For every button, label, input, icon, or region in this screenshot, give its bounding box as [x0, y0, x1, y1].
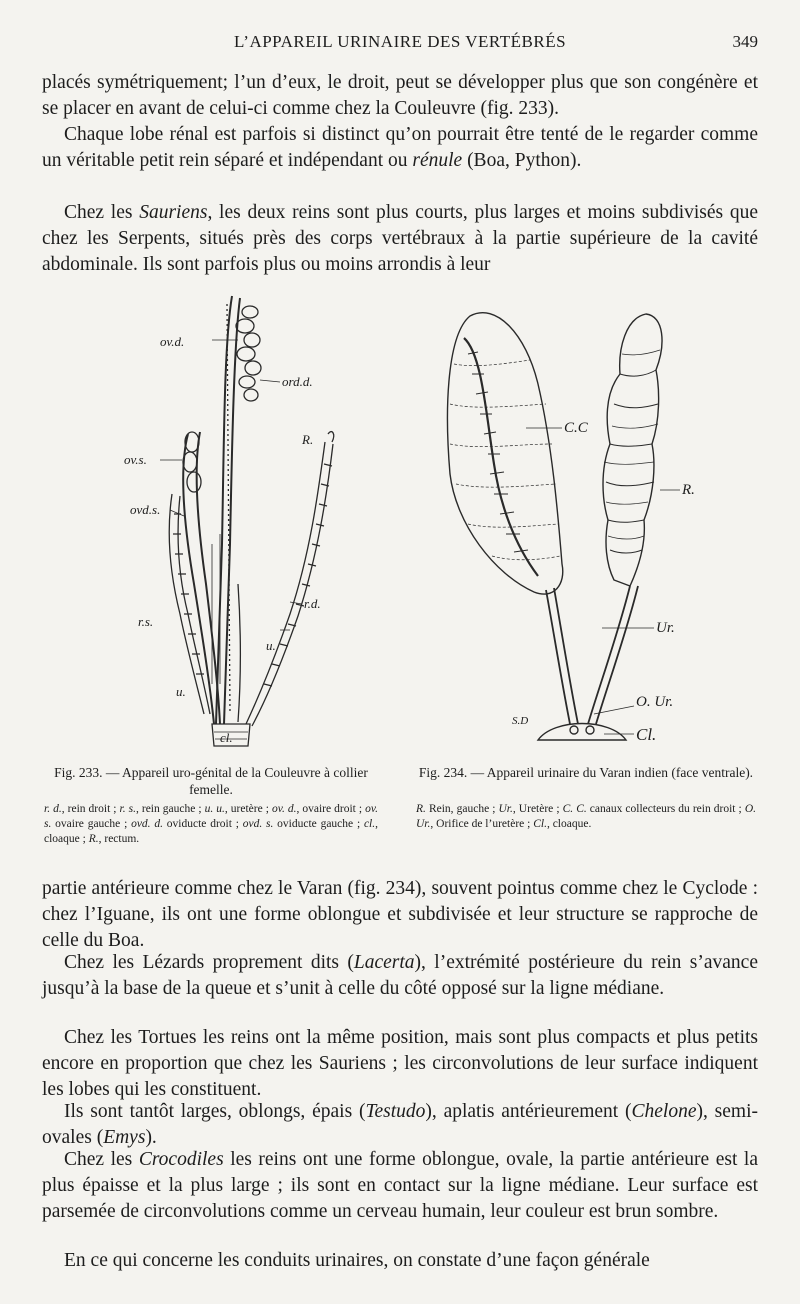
italic-term: Emys	[103, 1127, 146, 1148]
italic-term: Sauriens	[139, 202, 208, 223]
label-R-234: R.	[682, 482, 695, 498]
label-Cl: Cl.	[636, 725, 657, 744]
figure-234-caption: Fig. 234. — Appareil urinaire du Varan indien (face ventrale).	[418, 765, 754, 780]
italic-term: Testudo	[365, 1101, 426, 1122]
paragraph-bottom-1: partie antérieure comme chez le Varan (fig. 234), souvent pointus comme chez le Cyclode : chez l’Iguane, ils ont une forme oblongue et subdivisée et leur structure se rapproche de celle du Boa.	[42, 878, 758, 951]
label-R: R.	[302, 432, 314, 447]
figure-233-legend: r. d., rein droit ; r. s., rein gauche ; u. u., uretère ; ov. d., ovaire droit ; ov. s. ovaire gauche ; ovd. d. oviducte droit ; ovd. s. oviducte gauche ; cl., cloaque ; R., rectum.	[44, 803, 379, 845]
italic-term: Ur.	[498, 803, 513, 815]
paragraph-bottom-5: Chez les Crocodiles les reins ont une forme oblongue, ovale, la partie antérieure est la plus épaisse et la plus large ; ils sont en contact sur la ligne médiane. Leur surface est parsemée de circonvolutions comme un cerveau humain, leur couleur est brun sombre.	[42, 1149, 759, 1222]
italic-term: rénule	[412, 150, 463, 171]
italic-term: cl.	[363, 818, 376, 830]
paragraph-bottom-4: Ils sont tantôt larges, oblongs, épais (Testudo), aplatis antérieurement (Chelone), semi-ovales (Emys).	[42, 1101, 758, 1148]
figure-233-caption: Fig. 233. — Appareil uro-génital de la Couleuvre à collier femelle.	[54, 765, 368, 797]
label-r-d: r.d.	[304, 596, 321, 611]
figure-234-legend: R. Rein, gauche ; Ur., Uretère ; C. C. canaux collecteurs du rein droit ; O. Ur., Orifice de l’uretère ; Cl., cloaque.	[416, 803, 756, 830]
italic-term: r. d.	[44, 803, 62, 815]
italic-term: C. C.	[562, 803, 587, 815]
label-ov-s: ov.s.	[124, 452, 147, 467]
italic-term: ov. s.	[44, 803, 379, 830]
paragraph-bottom-3: Chez les Tortues les reins ont la même position, mais sont plus compacts et plus petits encore en proportion que chez les Sauriens ; les circonvolutions de leur surface indiquent les lobes qui les constituent.	[42, 1027, 758, 1100]
page-number: 349	[732, 32, 758, 51]
running-head	[0, 32, 800, 56]
italic-term: ov. d.	[271, 803, 297, 815]
label-Ur: Ur.	[656, 620, 675, 636]
label-S-D: S.D	[512, 715, 529, 727]
paragraph-bottom-2: Chez les Lézards proprement dits (Lacerta), l’extrémité postérieure du rein s’avance jusqu’à la base de la queue et s’unit à celle du côté opposé sur la ligne médiane.	[42, 952, 758, 999]
italic-term: ovd. s.	[242, 818, 274, 830]
paragraph-bottom-6: En ce qui concerne les conduits urinaires, on constate d’une façon générale	[64, 1250, 650, 1271]
label-ovd-s: ovd.s.	[130, 502, 161, 517]
label-u-right: u.	[266, 638, 276, 653]
label-u-left: u.	[176, 684, 186, 699]
label-r-s: r.s.	[138, 614, 154, 629]
paragraph-top-1: placés symétriquement; l’un d’eux, le droit, peut se développer plus que son congénère et se placer en avant de celui-ci comme chez la Couleuvre (fig. 233).	[42, 72, 758, 119]
label-O-Ur: O. Ur.	[636, 694, 674, 710]
label-ord-d: ord.d.	[282, 374, 313, 389]
italic-term: ovd. d.	[131, 818, 163, 830]
italic-term: u. u.	[204, 803, 225, 815]
italic-term: R.	[416, 803, 426, 815]
italic-term: R.	[88, 833, 99, 845]
label-ov-d: ov.d.	[160, 334, 185, 349]
italic-term: Crocodiles	[138, 1149, 224, 1170]
figure-233-illustration	[120, 284, 370, 754]
italic-term: r. s.	[119, 803, 136, 815]
label-cl: cl.	[220, 730, 233, 745]
italic-term: Chelone	[631, 1101, 697, 1122]
italic-term: Lacerta	[353, 952, 415, 973]
italic-term: O. Ur.	[416, 803, 756, 830]
running-title: L’APPAREIL URINAIRE DES VERTÉBRÉS	[233, 32, 567, 51]
paragraph-top-2: Chaque lobe rénal est parfois si distinct qu’on pourrait être tenté de le regarder comme un véritable petit rein séparé et indépendant ou rénule (Boa, Python).	[42, 124, 758, 171]
label-C-C: C.C	[564, 420, 588, 436]
italic-term: Cl.	[533, 818, 547, 830]
paragraph-top-3: Chez les Sauriens, les deux reins sont plus courts, plus larges et moins subdivisés que chez les Serpents, situés près des corps vertébraux à la partie supérieure de la cavité abdominale. Ils sont parfois plus ou moins arrondis à leur	[42, 202, 759, 275]
figure-234-illustration	[434, 294, 764, 754]
figures-block	[40, 284, 760, 874]
